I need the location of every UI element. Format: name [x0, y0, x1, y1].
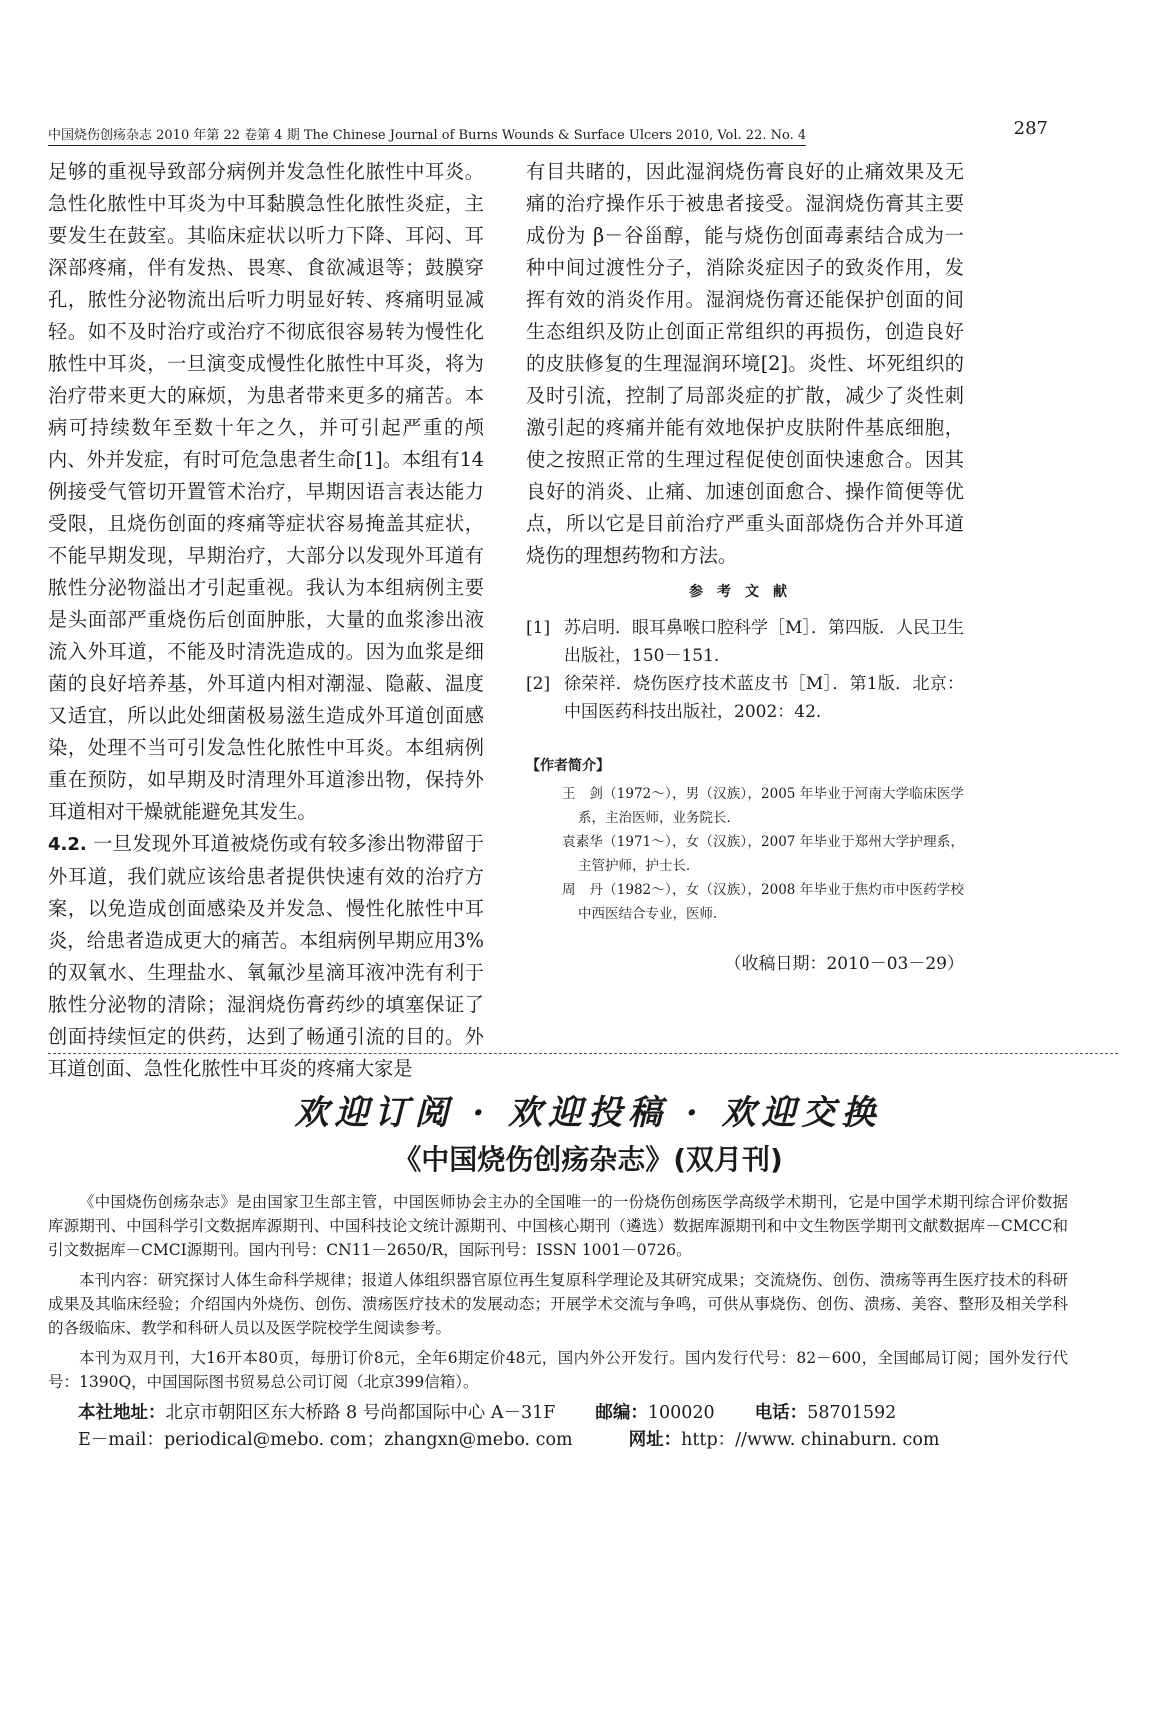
- body-paragraph: 有目共睹的，因此湿润烧伤膏良好的止痛效果及无痛的治疗操作乐于被患者接受。湿润烧伤膏其主要成份为 β－谷甾醇，能与烧伤创面毒素结合成为一种中间过渡性分子，消除炎症因子的致炎作用，发挥有效的消炎作用。湿润烧伤膏还能保护创面的间生态组织及防止创面正常组织的再损伤，创造良好的皮肤修复的生理湿润环境[2]。炎性、坏死组织的及时引流，控制了局部炎症的扩散，减少了炎性刺激引起的疼痛并能有效地保护皮肤附件基底细胞，使之按照正常的生理过程促使创面快速愈合。因其良好的消炎、止痛、加速创面愈合、操作简便等优点，所以它是目前治疗严重头面部烧伤合并外耳道烧伤的理想药物和方法。: [526, 160, 964, 567]
- author-bio: 袁素华（1971～），女（汉族），2007 年毕业于郑州大学护理系，主管护师，护士长．: [562, 834, 964, 874]
- promo-paragraph: 本刊内容：研究探讨人体生命科学规律；报道人体组织器官原位再生复原科学理论及其研究成果；交流烧伤、创伤、溃疡等再生医疗技术的科研成果及其临床经验；介绍国内外烧伤、创伤、溃疡医疗技术的发展动态；开展学术交流与争鸣，可供从事烧伤、创伤、溃疡、美容、整形及相关学科的各级临床、教学和科研人员以及医学院校学生阅读参考。: [48, 1271, 1068, 1337]
- web-label: 网址：: [628, 1430, 682, 1450]
- received-date: （收稿日期：2010－03－29）: [724, 954, 964, 974]
- author-bio: 周 丹（1982～），女（汉族），2008 年毕业于焦灼市中医药学校中西医结合专业，医师．: [562, 882, 964, 922]
- author-bio: 王 剑（1972～），男（汉族），2005 年毕业于河南大学临床医学系，主治医师，业务院长．: [562, 786, 964, 826]
- phone-value: 58701592: [807, 1403, 897, 1423]
- address-value: 北京市朝阳区东大桥路 8 号尚都国际中心 A－31F: [165, 1403, 556, 1423]
- reference-item: [526, 670, 964, 726]
- promo-title: 欢迎订阅 · 欢迎投稿 · 欢迎交换: [294, 1093, 882, 1133]
- email-label: E－mail：: [78, 1430, 164, 1450]
- left-column: [48, 156, 484, 1085]
- reference-number: [1]: [526, 618, 551, 638]
- running-header: [48, 118, 1048, 150]
- promo-body: [48, 1190, 1068, 1454]
- section-text: 一旦发现外耳道被烧伤或有较多渗出物滞留于外耳道，我们就应该给患者提供快速有效的治疗方案，以免造成创面感染及并发急、慢性化脓性中耳炎，给患者造成更大的痛苦。本组病例早期应用3%的双氧水、生理盐水、氧氟沙星滴耳液冲洗有利于脓性分泌物的清除；湿润烧伤膏药纱的填塞保证了创面持续恒定的供药，达到了畅通引流的目的。外耳道创面、急性化脓性中耳炎的疼痛大家是: [48, 832, 484, 1080]
- phone-label: 电话：: [754, 1403, 808, 1423]
- contact-line-address: [48, 1400, 1068, 1427]
- reference-number: [2]: [526, 674, 551, 694]
- section-number: 4.2.: [48, 834, 87, 855]
- running-head-text: 中国烧伤创疡杂志 2010 年第 22 卷第 4 期 The Chinese Journal of Burns Wounds & Surface Ulcers 2010, Vol. 22. No. 4: [48, 128, 806, 146]
- contact-line-email: [48, 1427, 1068, 1454]
- body-paragraph-section: [48, 828, 484, 1085]
- email-value[interactable]: periodical@mebo. com；zhangxn@mebo. com: [164, 1430, 573, 1450]
- right-column: [526, 156, 964, 980]
- section-divider: [48, 1053, 1118, 1054]
- references-heading: 参考文献: [689, 584, 801, 600]
- postcode-label: 邮编：: [595, 1403, 648, 1423]
- body-paragraph: 足够的重视导致部分病例并发急性化脓性中耳炎。急性化脓性中耳炎为中耳黏膜急性化脓性炎症，主要发生在鼓室。其临床症状以听力下降、耳闷、耳深部疼痛，伴有发热、畏寒、食欲减退等；鼓膜穿孔，脓性分泌物流出后听力明显好转、疼痛明显减轻。如不及时治疗或治疗不彻底很容易转为慢性化脓性中耳炎，一旦演变成慢性化脓性中耳炎，将为治疗带来更大的麻烦，为患者带来更多的痛苦。本病可持续数年至数十年之久，并可引起严重的颅内、外并发症，有时可危急患者生命[1]。本组有14 例接受气管切开置管术治疗，早期因语言表达能力受限，且烧伤创面的疼痛等症状容易掩盖其症状，不能早期发现，早期治疗，大部分以发现外耳道有脓性分泌物溢出才引起重视。我认为本组病例主要是头面部严重烧伤后创面肿胀，大量的血浆渗出液流入外耳道，不能及时清洗造成的。因为血浆是细菌的良好培养基，外耳道内相对潮湿、隐蔽、温度又适宜，所以此处细菌极易滋生造成外耳道创面感染，处理不当可引发急性化脓性中耳炎。本组病例重在预防，如早期及时清理外耳道渗出物，保持外耳道相对干燥就能避免其发生。: [48, 160, 484, 823]
- author-bio-heading: 【作者简介】: [526, 758, 610, 774]
- reference-text: 徐荣祥．烧伤医疗技术蓝皮书［M］．第1版．北京：中国医药科技出版社，2002：42.: [564, 674, 964, 722]
- reference-item: [526, 614, 964, 670]
- address-label: 本社地址：: [78, 1403, 166, 1423]
- promo-paragraph: 本刊为双月刊，大16开本80页，每册订价8元，全年6期定价48元，国内外公开发行。国内发行代号：82－600，全国邮局订阅；国外发行代号：1390Q，中国国际图书贸易总公司订阅（北京399信箱）。: [48, 1349, 1068, 1391]
- page-number: 287: [1013, 118, 1048, 139]
- reference-text: 苏启明．眼耳鼻喉口腔科学［M］．第四版．人民卫生出版社，150－151.: [564, 618, 964, 666]
- promo-subtitle: 《中国烧伤创疡杂志》(双月刊): [393, 1143, 783, 1176]
- promo-paragraph: 《中国烧伤创疡杂志》是由国家卫生部主管，中国医师协会主办的全国唯一的一份烧伤创疡医学高级学术期刊，它是中国学术期刊综合评价数据库源期刊、中国科学引文数据库源期刊、中国科技论文统计源期刊、中国核心期刊（遴选）数据库源期刊和中文生物医学期刊文献数据库－CMCC和引文数据库－CMCI源期刊。国内刊号：CN11－2650/R，国际刊号：ISSN 1001－0726。: [48, 1193, 1068, 1259]
- web-value[interactable]: http：//www. chinaburn. com: [681, 1430, 940, 1450]
- postcode-value: 100020: [647, 1403, 715, 1423]
